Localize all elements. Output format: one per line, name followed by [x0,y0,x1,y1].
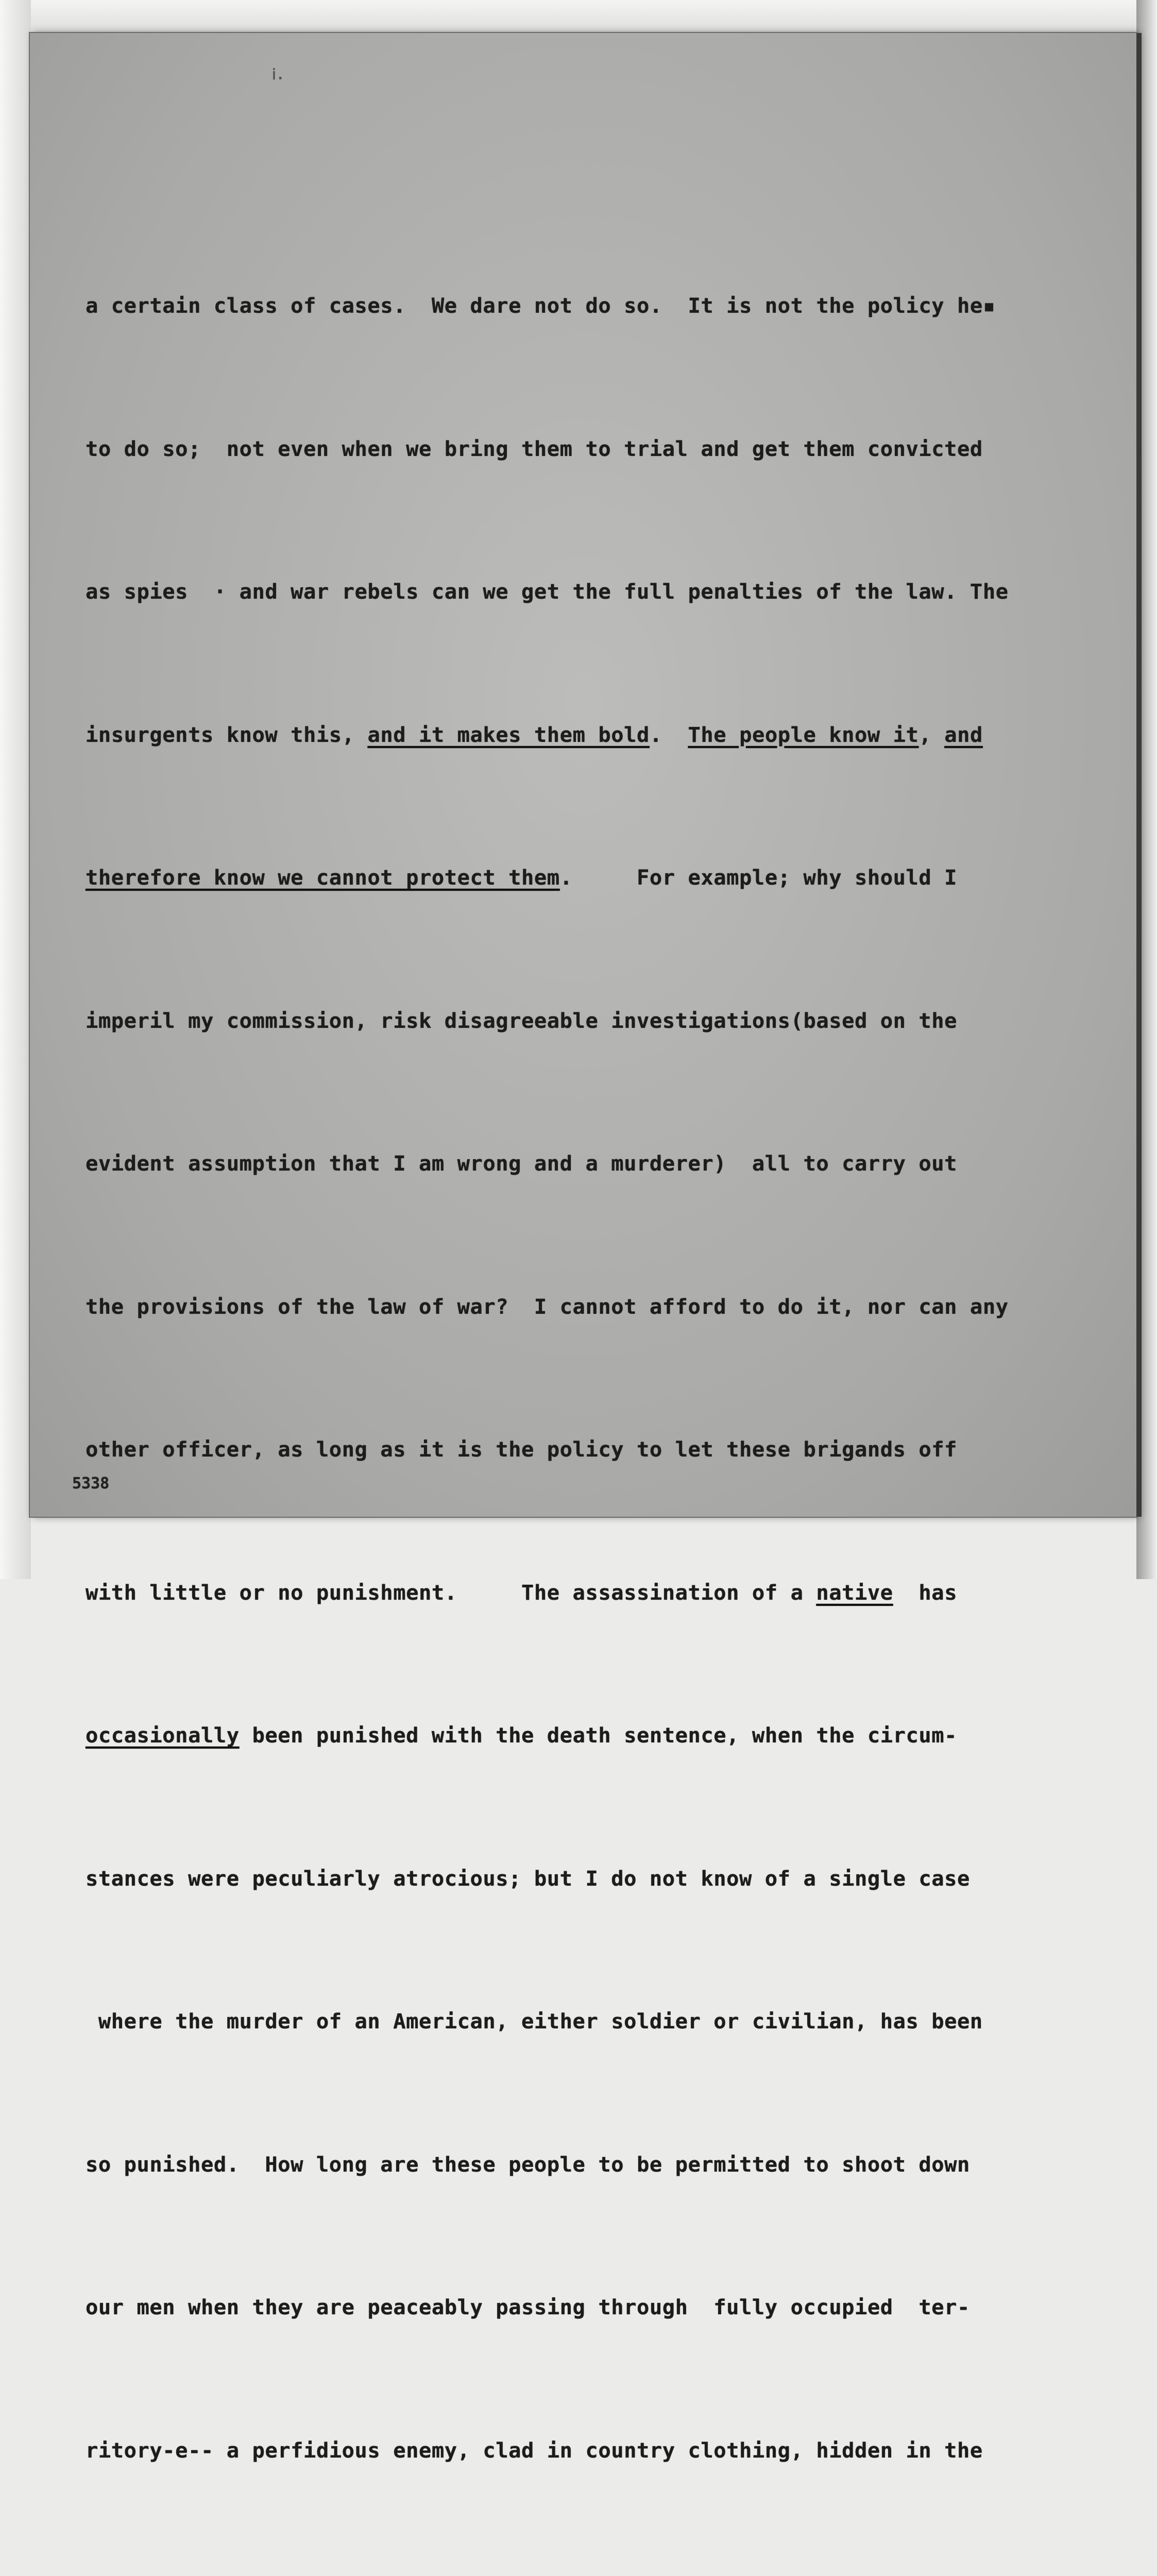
text-segment: . For example; why should I [559,865,958,890]
text-line-16: ritory-e-- a perfidious enemy, clad in country clothing, hidden in the [86,2437,983,2463]
text-line-6: imperil my commission, risk disagreeable investigations(based on the [86,1008,958,1033]
text-segment: been punished with the death sentence, when the circum- [239,1723,958,1748]
text-segment: insurgents know this, [86,722,368,747]
text-line-10 [86,1569,1095,1617]
top-margin-mark: ⅰ. [272,66,285,83]
scanner-bed-top [0,0,1157,36]
underlined-phrase: The people know it [688,722,919,747]
text-line-4 [86,711,1095,759]
underlined-phrase: therefore know we cannot protect them [86,865,560,890]
text-line-7: evident assumption that I am wrong and a murderer) all to carry out [86,1151,958,1176]
text-line-3: as spies · and war rebels can we get the full penalties of the law. The [86,579,1009,604]
text-line-17 [86,2569,1095,2576]
text-line-11 [86,1711,1095,1759]
text-line-12: stances were peculiarly atrocious; but I do not know of a single case [86,1866,970,1891]
underlined-phrase: occasionally [86,1723,240,1748]
sheet-edge-shadow [1136,33,1142,1517]
text-line-5 [86,854,1095,902]
text-line-15: our men when they are peaceably passing through fully occupied ter- [86,2295,970,2319]
underlined-phrase: and [944,722,983,747]
text-segment: with little or no punishment. The assassination of a [86,1580,816,1605]
text-segment: has [893,1580,958,1605]
typed-letter-body [86,187,1095,2576]
text-segment: , [918,722,945,747]
text-line-1: a certain class of cases. We dare not do so. It is not the policy he▪ [86,293,996,318]
text-segment: . [649,722,688,747]
text-line-9: other officer, as long as it is the policy to let these brigands off [86,1437,958,1462]
text-line-14: so punished. How long are these people to be permitted to shoot down [86,2151,970,2177]
text-line-2: to do so; not even when we bring them to trial and get them convicted [86,436,983,461]
scanner-bed-left [0,0,31,1579]
text-line-13: where the murder of an American, either soldier or civilian, has been [86,2009,983,2033]
underlined-phrase: native [816,1580,893,1605]
underlined-phrase: and it makes them bold [367,722,650,747]
text-line-8: the provisions of the law of war? I cannot afford to do it, nor can any [86,1294,1009,1319]
page-number: 5338 [72,1475,110,1493]
